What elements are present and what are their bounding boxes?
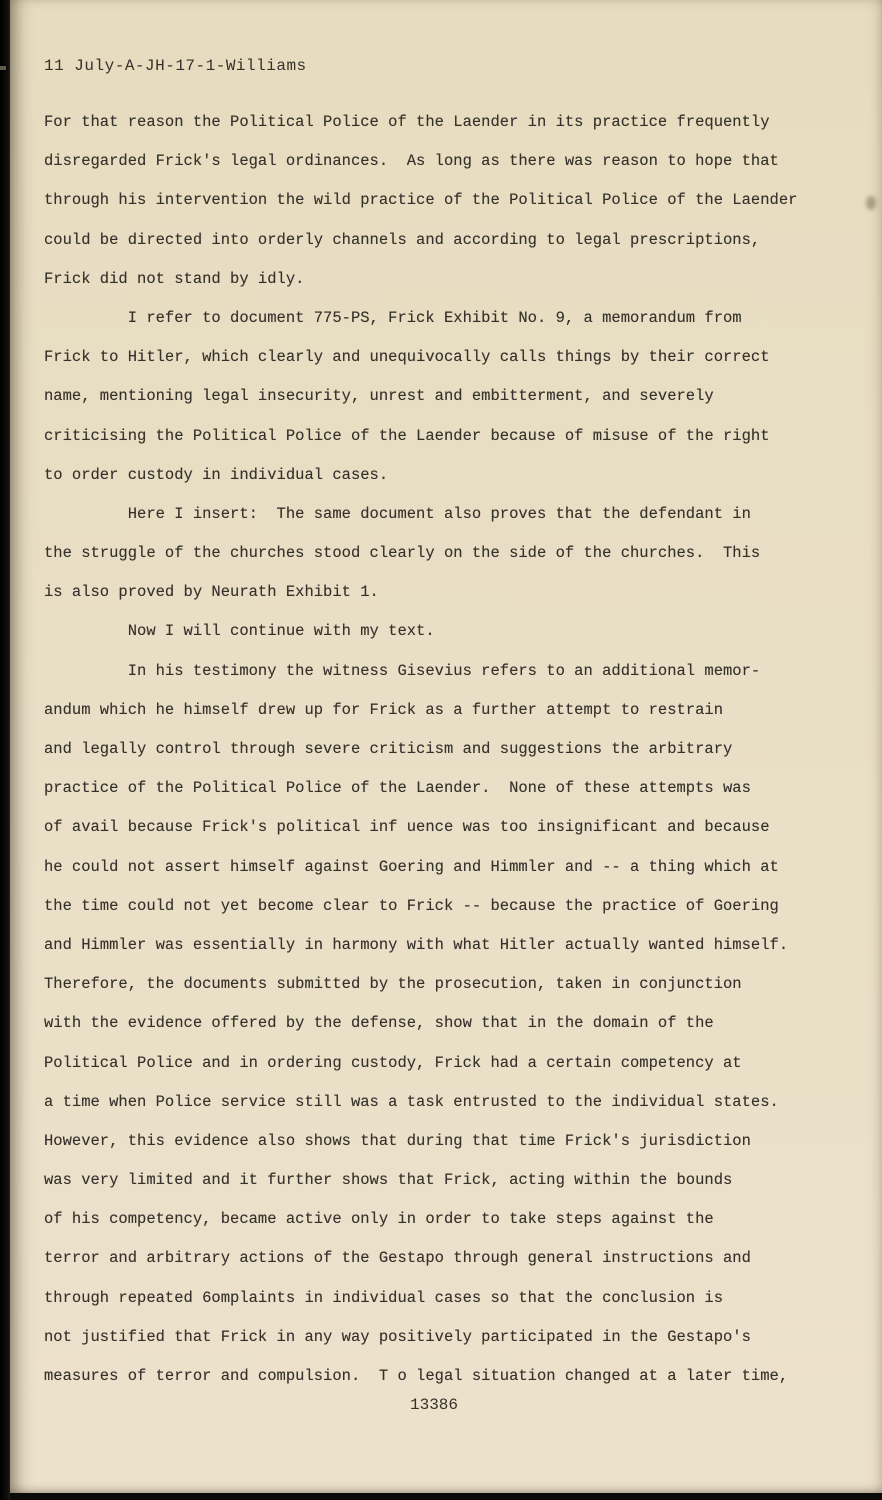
text-line: of his competency, became active only in order to take steps against the [44,1210,714,1229]
text-line: is also proved by Neurath Exhibit 1. [44,583,379,602]
text-line: criticising the Political Police of the Laender because of misuse of the right [44,426,770,445]
text-line: the struggle of the churches stood clearly on the side of the churches. This [44,544,761,563]
text-line: could be directed into orderly channels and according to legal prescriptions, [44,230,761,249]
scan-artifact [866,196,876,210]
text-line: of avail because Frick's political inf uence was too insignificant and because [44,818,770,837]
text-line: I refer to document 775-PS, Frick Exhibit No. 9, a memorandum from [44,308,742,327]
text-line: Here I insert: The same document also proves that the defendant in [44,504,751,523]
text-line: andum which he himself drew up for Frick as a further attempt to restrain [44,700,724,719]
text-line: not justified that Frick in any way positively participated in the Gestapo's [44,1327,751,1346]
text-line: practice of the Political Police of the Laender. None of these attempts was [44,779,751,798]
text-line: Frick did not stand by idly. [44,269,305,288]
text-line: through his intervention the wild practice of the Political Police of the Laender [44,191,798,210]
text-line: and Himmler was essentially in harmony with what Hitler actually wanted himself. [44,935,789,954]
text-line: Frick to Hitler, which clearly and unequivocally calls things by their correct [44,348,770,367]
text-line: a time when Police service still was a task entrusted to the individual states. [44,1092,779,1111]
document-header: 11 July-A-JH-17-1-Williams [44,57,307,75]
text-line: For that reason the Political Police of the Laender in its practice frequently [44,113,770,131]
text-line: However, this evidence also shows that during that time Frick's jurisdiction [44,1131,751,1150]
document-body [44,103,862,1396]
text-line: Therefore, the documents submitted by the prosecution, taken in conjunction [44,975,742,994]
text-line: he could not assert himself against Goering and Himmler and -- a thing which at [44,857,779,876]
scan-smudge [0,66,6,70]
page-number: 13386 [409,1396,458,1414]
scan-left-edge [0,0,10,1500]
text-line: through repeated 6omplaints in individual cases so that the conclusion is [44,1288,724,1307]
text-line: name, mentioning legal insecurity, unrest and embitterment, and severely [44,387,714,406]
text-line: was very limited and it further shows that Frick, acting within the bounds [44,1171,733,1190]
text-line: Political Police and in ordering custody, Frick had a certain competency at [44,1053,742,1072]
text-line: measures of terror and compulsion. T o legal situation changed at a later time, [44,1367,789,1385]
text-line: Now I will continue with my text. [44,622,435,641]
document-page [10,0,882,1493]
text-line: to order custody in individual cases. [44,465,389,484]
text-line: the time could not yet become clear to Frick -- because the practice of Goering [44,896,779,915]
text-line: terror and arbitrary actions of the Gestapo through general instructions and [44,1249,751,1268]
text-line: and legally control through severe criticism and suggestions the arbitrary [44,740,733,758]
text-line: disregarded Frick's legal ordinances. As long as there was reason to hope that [44,152,779,171]
text-line: with the evidence offered by the defense, show that in the domain of the [44,1014,714,1033]
text-line: In his testimony the witness Gisevius refers to an additional memor- [44,661,761,680]
